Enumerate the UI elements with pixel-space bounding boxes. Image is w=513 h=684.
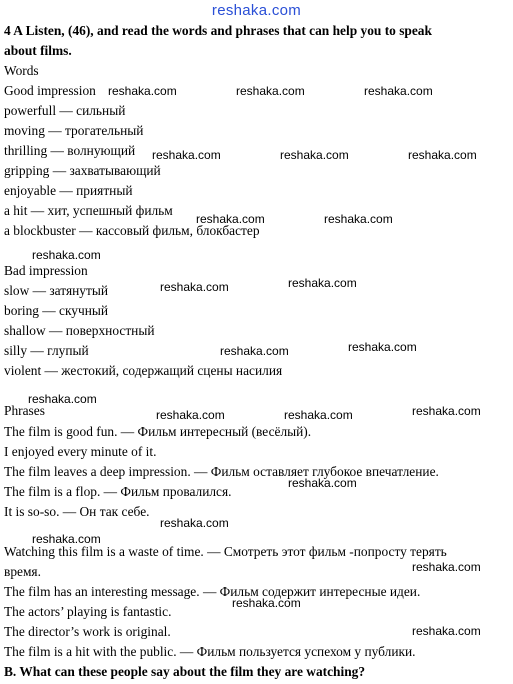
watermark: reshaka.com (348, 340, 417, 354)
bad-impression-label: Bad impression (4, 263, 88, 278)
phrase-item: The film leaves a deep impression. — Фильм оставляет глубокое впечатление. (4, 464, 439, 479)
words-label: Words (4, 63, 39, 78)
watermark: reshaka.com (156, 408, 225, 422)
phrase-item: The film has an interesting message. — Фильм содержит интересные идеи. (4, 584, 421, 599)
watermark: reshaka.com (288, 276, 357, 290)
watermark: reshaka.com (280, 148, 349, 162)
task-a-heading-line-2: about films. (4, 43, 72, 58)
word-item: gripping — захватывающий (4, 163, 161, 178)
phrase-item: The director’s work is original. (4, 624, 171, 639)
watermark: reshaka.com (236, 84, 305, 98)
phrase-item: I enjoyed every minute of it. (4, 444, 157, 459)
watermark: reshaka.com (324, 212, 393, 226)
watermark: reshaka.com (364, 84, 433, 98)
watermark: reshaka.com (196, 212, 265, 226)
word-item: shallow — поверхностный (4, 323, 155, 338)
watermark: reshaka.com (108, 84, 177, 98)
phrase-item: It is so-so. — Он так себе. (4, 504, 150, 519)
word-item: thrilling — волнующий (4, 143, 136, 158)
watermark: reshaka.com (220, 344, 289, 358)
word-item: violent — жестокий, содержащий сцены насилия (4, 363, 283, 378)
phrase-item: The actors’ playing is fantastic. (4, 604, 172, 619)
word-item: slow — затянутый (4, 283, 108, 298)
watermark: reshaka.com (232, 596, 301, 610)
watermark: reshaka.com (160, 280, 229, 294)
phrase-item: The film is a flop. — Фильм провалился. (4, 484, 232, 499)
word-item: silly — глупый (4, 343, 89, 358)
word-item: boring — скучный (4, 303, 109, 318)
watermark: reshaka.com (152, 148, 221, 162)
watermark: reshaka.com (28, 392, 97, 406)
phrase-item: The film is a hit with the public. — Фильм пользуется успехом у публики. (4, 644, 416, 659)
phrase-item: The film is good fun. — Фильм интересный (весёлый). (4, 424, 312, 439)
watermark: reshaka.com (412, 560, 481, 574)
word-item: enjoyable — приятный (4, 183, 133, 198)
good-impression-label: Good impression (4, 83, 96, 98)
watermark: reshaka.com (284, 408, 353, 422)
word-item: moving — трогательный (4, 123, 144, 138)
watermark: reshaka.com (160, 516, 229, 530)
task-a-heading-line-1: 4 A Listen, (46), and read the words and phrases that can help you to speak (4, 23, 432, 38)
watermark: reshaka.com (412, 624, 481, 638)
watermark: reshaka.com (288, 476, 357, 490)
word-item: a blockbuster — кассовый фильм, блокбастер (4, 223, 260, 238)
phrase-item: Watching this film is a waste of time. — Смотреть этот фильм -попросту терять (4, 544, 447, 559)
word-item: a hit — хит, успешный фильм (4, 203, 173, 218)
phrases-label: Phrases (4, 403, 45, 418)
watermark: reshaka.com (32, 248, 101, 262)
watermark: reshaka.com (408, 148, 477, 162)
watermark: reshaka.com (412, 404, 481, 418)
watermark: reshaka.com (32, 532, 101, 546)
site-watermark-header[interactable]: reshaka.com (211, 2, 302, 19)
phrase-item-continuation: время. (4, 564, 41, 579)
task-b-heading: B. What can these people say about the film they are watching? (4, 664, 366, 679)
word-item: powerfull — сильный (4, 103, 126, 118)
